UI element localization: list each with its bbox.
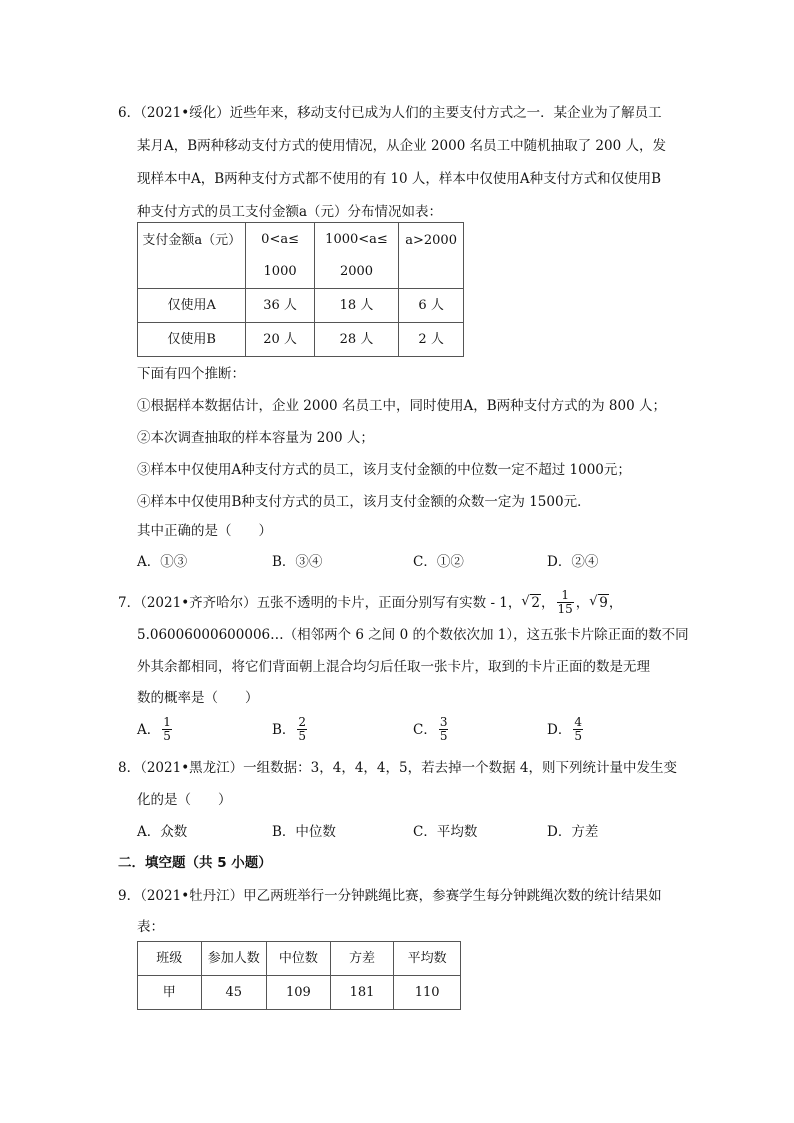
q6-cell: 6 人 (399, 289, 464, 323)
q7-line4: 数的概率是（ ） (137, 690, 259, 706)
q6-option-b: B．③④ (272, 554, 323, 570)
q7-line1-text: 7．（2021•齐齐哈尔）五张不透明的卡片，正面分别写有实数 - 1， (118, 594, 522, 611)
q6-intro: 下面有四个推断： (137, 366, 245, 382)
q6-option-c: C．①② (413, 554, 464, 570)
q9-cell: 110 (394, 976, 461, 1010)
q6-option-a: A．①③ (137, 554, 188, 570)
q9-cell: 109 (267, 976, 331, 1010)
q6-cell: 18 人 (314, 289, 399, 323)
q6-statement-4: ④样本中仅使用B种支付方式的员工，该月支付金额的众数一定为 1500元． (137, 494, 591, 510)
q8-line1: 8．（2021•黑龙江）一组数据：3，4，4，4，5，若去掉一个数据 4，则下列统计量中发生变 (118, 760, 677, 776)
q9-th: 方差 (330, 942, 394, 976)
q6-row-label: 仅使用B (138, 323, 246, 357)
q6-cell: 2 人 (399, 323, 464, 357)
q9-cell: 181 (330, 976, 394, 1010)
q6-th-range1: 0<a≤ 1000 (246, 223, 314, 289)
q6-ask: 其中正确的是（ ） (137, 523, 272, 539)
q6-option-d: D．②④ (547, 554, 599, 570)
q9-line2: 表： (137, 919, 164, 935)
q7-option-d: D． $\frac{4}{5}$ (547, 715, 582, 743)
q9-th: 参加人数 (201, 942, 267, 976)
q9-line1: 9．（2021•牡丹江）甲乙两班举行一分钟跳绳比赛，参赛学生每分钟跳绳次数的统计结果如 (118, 888, 662, 904)
q6-line4: 种支付方式的员工支付金额a（元）分布情况如表： (137, 204, 443, 220)
fraction-1-15: $\frac{1}{15}$ (557, 588, 573, 616)
q6-line1: 6．（2021•绥化）近些年来，移动支付已成为人们的主要支付方式之一．某企业为了解员工 (118, 105, 662, 121)
q6-cell: 28 人 (314, 323, 399, 357)
q6-payment-table (137, 222, 464, 357)
q6-statement-3: ③样本中仅使用A种支付方式的员工，该月支付金额的中位数一定不超过 1000元； (137, 462, 631, 478)
section-heading: 二．填空题（共 5 小题） (118, 855, 272, 871)
q7-option-c: C． $\frac{3}{5}$ (413, 715, 448, 743)
q7-line1: 7．（2021•齐齐哈尔）五张不透明的卡片，正面分别写有实数 - 1， √ 2 ， $\frac{1}{15}$ ， √ 9 ， (118, 588, 623, 616)
q9-cell: 甲 (138, 976, 202, 1010)
q6-row-label: 仅使用A (138, 289, 246, 323)
table-row (138, 976, 461, 1010)
q6-line3: 现样本中A，B两种支付方式都不使用的有 10 人，样本中仅使用A种支付方式和仅使用B (137, 171, 662, 187)
q9-cell: 45 (201, 976, 267, 1010)
q6-th-amount: 支付金额a（元） (138, 223, 246, 289)
q6-statement-1: ①根据样本数据估计，企业 2000 名员工中，同时使用A，B两种支付方式的为 800 人； (137, 398, 666, 414)
q7-option-a: A． $\frac{1}{5}$ (137, 715, 171, 743)
q8-option-d: D．方差 (547, 824, 599, 840)
table-row (138, 323, 464, 357)
q8-line2: 化的是（ ） (137, 792, 232, 808)
q6-th-range2: 1000<a≤ 2000 (314, 223, 399, 289)
q6-statement-2: ②本次调查抽取的样本容量为 200 人； (137, 430, 374, 446)
q7-line3: 外其余都相同，将它们背面朝上混合均匀后任取一张卡片，取到的卡片正面的数是无理 (137, 659, 650, 675)
q9-th: 班级 (138, 942, 202, 976)
q6-cell: 20 人 (246, 323, 314, 357)
table-header-row (138, 942, 461, 976)
sqrt-2: √ 2 (521, 593, 540, 611)
q8-option-b: B．中位数 (272, 824, 336, 840)
q9-stats-table (137, 941, 461, 1010)
sqrt-9: √ 9 (589, 593, 608, 611)
q6-th-range3: a>2000 (399, 223, 464, 289)
q6-cell: 36 人 (246, 289, 314, 323)
table-row (138, 289, 464, 323)
q8-option-a: A．众数 (137, 824, 188, 840)
q7-option-b: B． $\frac{2}{5}$ (272, 715, 307, 743)
q8-option-c: C．平均数 (413, 824, 478, 840)
q7-line2: 5.06006000600006…（相邻两个 6 之间 0 的个数依次加 1），这五张卡片除正面的数不同 (137, 627, 689, 643)
q9-th: 平均数 (394, 942, 461, 976)
q6-line2: 某月A，B两种移动支付方式的使用情况，从企业 2000 名员工中随机抽取了 200 人，发 (137, 138, 666, 154)
q9-th: 中位数 (267, 942, 331, 976)
